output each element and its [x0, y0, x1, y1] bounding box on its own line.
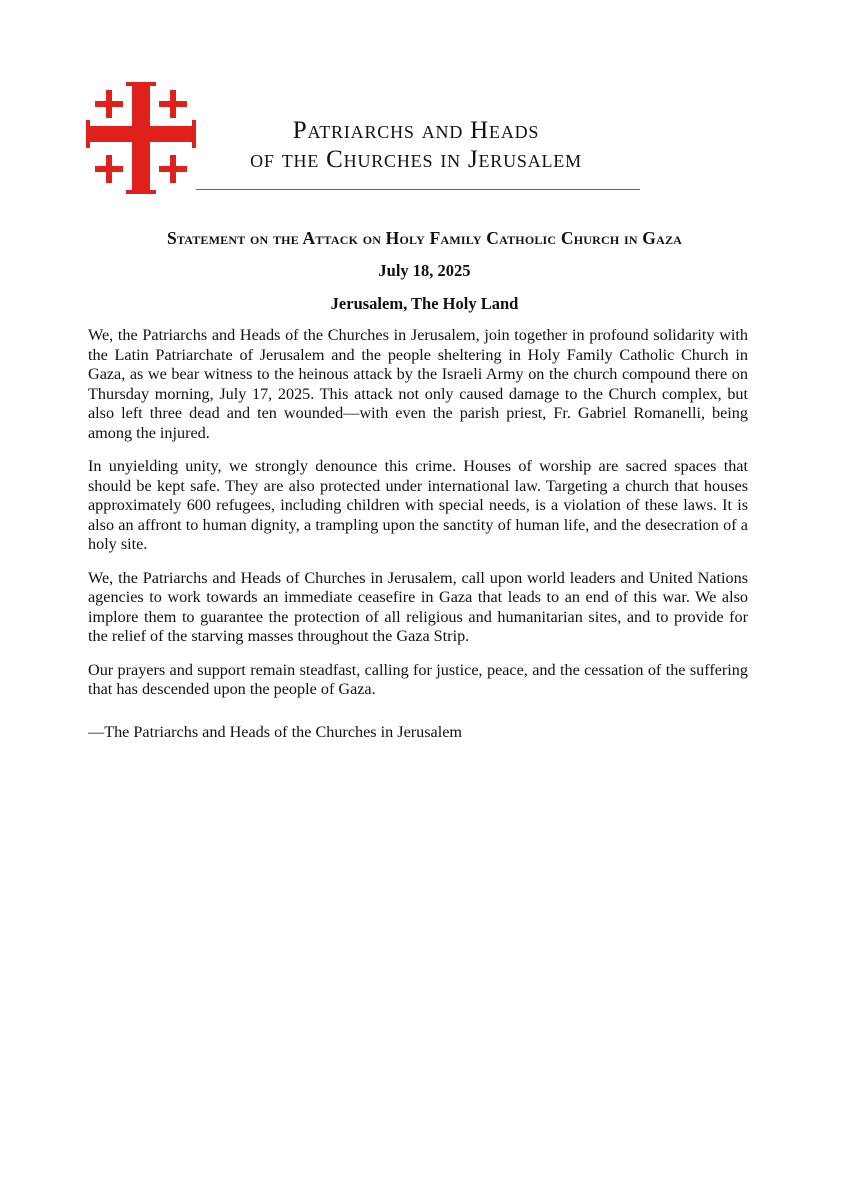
body-paragraph: In unyielding unity, we strongly denounce this crime. Houses of worship are sacred spaces that should be kept safe. They are also protected under international law. Targeting a church that houses approximately 600 refugees, including children with special needs, is a violation of these laws. It is also an affront to human dignity, a trampling upon the sanctity of human life, and the desecration of a holy site.: [88, 457, 748, 553]
statement-place: Jerusalem, The Holy Land: [330, 294, 519, 313]
organization-name-line-1: Patriarchs and Heads: [292, 117, 540, 144]
jerusalem-cross-icon: [86, 82, 196, 194]
organization-name: [196, 116, 636, 174]
statement-title: Statement on the Attack on Holy Family Catholic Church in Gaza: [166, 228, 683, 248]
body-paragraph: We, the Patriarchs and Heads of Churches in Jerusalem, call upon world leaders and United Nations agencies to work towards an immediate ceasefire in Gaza that leads to an end of this war. We also implore them to guarantee the protection of all religious and humanitarian sites, and to provide for the relief of the starving masses throughout the Gaza Strip.: [88, 568, 748, 645]
body-paragraph: Our prayers and support remain steadfast, calling for justice, peace, and the cessation of the suffering that has descended upon the people of Gaza.: [88, 660, 748, 698]
statement-body: [88, 326, 748, 714]
header-divider: [196, 189, 640, 190]
body-paragraph: We, the Patriarchs and Heads of the Churches in Jerusalem, join together in profound solidarity with the Latin Patriarchate of Jerusalem and the people sheltering in Holy Family Catholic Church in Gaza, as we bear witness to the heinous attack by the Israeli Army on the church compound there on Thursday morning, July 17, 2025. This attack not only caused damage to the Church complex, but also left three dead and ten wounded—with even the parish priest, Fr. Gabriel Romanelli, being among the injured.: [88, 326, 748, 442]
organization-name-line-2: of the Churches in Jerusalem: [250, 146, 582, 173]
statement-date: July 18, 2025: [378, 261, 471, 280]
statement-signature: —The Patriarchs and Heads of the Churches in Jerusalem: [88, 723, 462, 741]
